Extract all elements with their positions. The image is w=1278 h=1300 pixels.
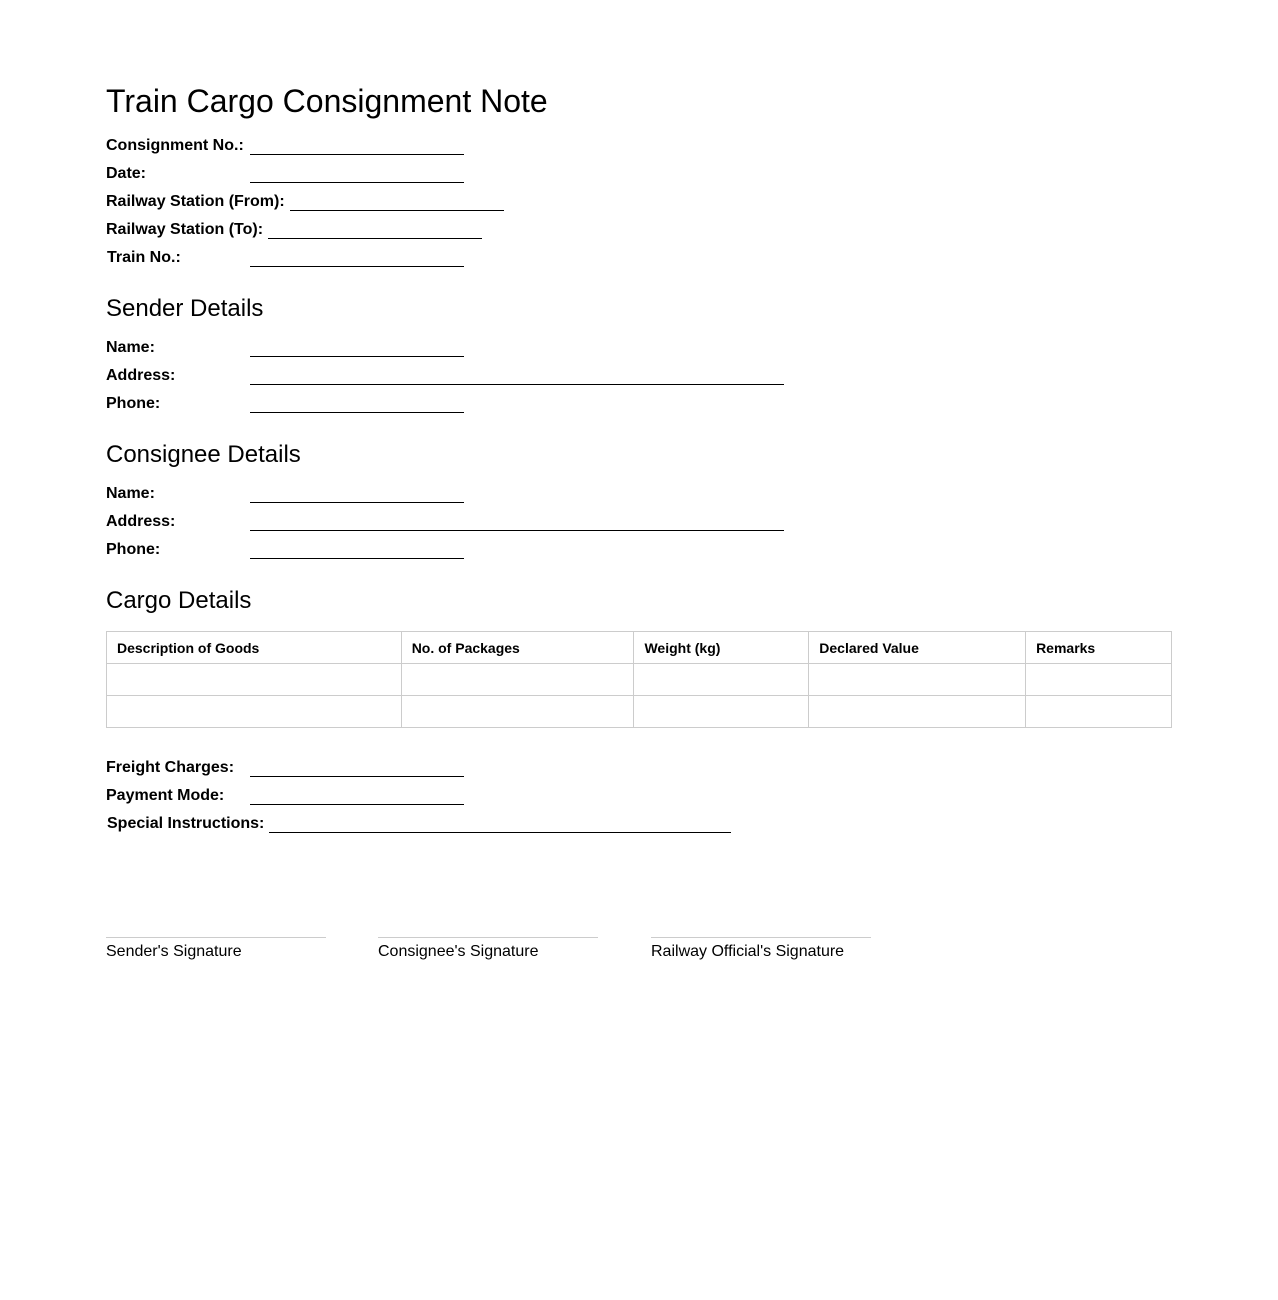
train-no-field: [107, 248, 464, 268]
page-title: Train Cargo Consignment Note: [106, 83, 548, 119]
station-to-input[interactable]: [268, 220, 482, 240]
special-instructions-input[interactable]: [269, 814, 731, 834]
railway-official-signature: Railway Official's Signature: [651, 937, 871, 961]
column-header: No. of Packages: [401, 632, 634, 664]
field-label: Train No.:: [107, 249, 181, 266]
consignment-no-input[interactable]: [250, 136, 464, 156]
consignment-no-field: [106, 136, 464, 156]
consignee-name-field: [106, 484, 464, 504]
consignee-details-heading: Consignee Details: [106, 441, 301, 468]
column-header: Description of Goods: [107, 632, 402, 664]
field-label: Date:: [106, 165, 147, 182]
sender-name-input[interactable]: [250, 338, 464, 358]
field-label: Railway Station (From):: [106, 193, 285, 210]
table-cell[interactable]: [1026, 664, 1172, 696]
station-to-field: [106, 220, 482, 240]
cargo-table: [106, 631, 1172, 728]
table-cell[interactable]: [107, 696, 402, 728]
table-header-row: [107, 632, 1172, 664]
table-cell[interactable]: [107, 664, 402, 696]
station-from-input[interactable]: [290, 192, 504, 212]
sender-signature: Sender's Signature: [106, 937, 326, 961]
sender-name-field: [106, 338, 464, 358]
consignee-name-input[interactable]: [250, 484, 464, 504]
table-cell[interactable]: [401, 696, 634, 728]
consignee-address-input[interactable]: [250, 512, 784, 532]
field-label: Phone:: [106, 395, 161, 412]
payment-mode-field: [106, 786, 464, 806]
field-label: Special Instructions:: [107, 815, 265, 832]
sender-phone-input[interactable]: [250, 394, 464, 414]
consignee-phone-input[interactable]: [250, 540, 464, 560]
field-label: Name:: [106, 485, 155, 502]
sender-details-heading: Sender Details: [106, 295, 264, 322]
table-cell[interactable]: [634, 664, 809, 696]
field-label: Consignment No.:: [106, 137, 244, 154]
field-label: Freight Charges:: [106, 759, 235, 776]
field-label: Address:: [106, 367, 176, 384]
freight-charges-input[interactable]: [250, 758, 464, 778]
date-input[interactable]: [250, 164, 464, 184]
consignee-signature: Consignee's Signature: [378, 937, 598, 961]
column-header: Declared Value: [809, 632, 1026, 664]
sender-address-input[interactable]: [250, 366, 784, 386]
table-row: [107, 696, 1172, 728]
sender-phone-field: [106, 394, 464, 414]
consignee-phone-field: [106, 540, 464, 560]
table-cell[interactable]: [809, 664, 1026, 696]
table-cell[interactable]: [401, 664, 634, 696]
field-label: Name:: [106, 339, 155, 356]
special-instructions-field: [107, 814, 731, 834]
field-label: Payment Mode:: [106, 787, 225, 804]
column-header: Weight (kg): [634, 632, 809, 664]
field-label: Railway Station (To):: [106, 221, 264, 238]
table-cell[interactable]: [1026, 696, 1172, 728]
sender-address-field: [106, 366, 784, 386]
column-header: Remarks: [1026, 632, 1172, 664]
payment-mode-input[interactable]: [250, 786, 464, 806]
table-cell[interactable]: [809, 696, 1026, 728]
cargo-details-heading: Cargo Details: [106, 587, 252, 614]
table-cell[interactable]: [634, 696, 809, 728]
field-label: Address:: [106, 513, 176, 530]
consignee-address-field: [106, 512, 784, 532]
freight-charges-field: [106, 758, 464, 778]
train-no-input[interactable]: [250, 248, 464, 268]
table-row: [107, 664, 1172, 696]
station-from-field: [106, 192, 504, 212]
date-field: [106, 164, 464, 184]
field-label: Phone:: [106, 541, 161, 558]
